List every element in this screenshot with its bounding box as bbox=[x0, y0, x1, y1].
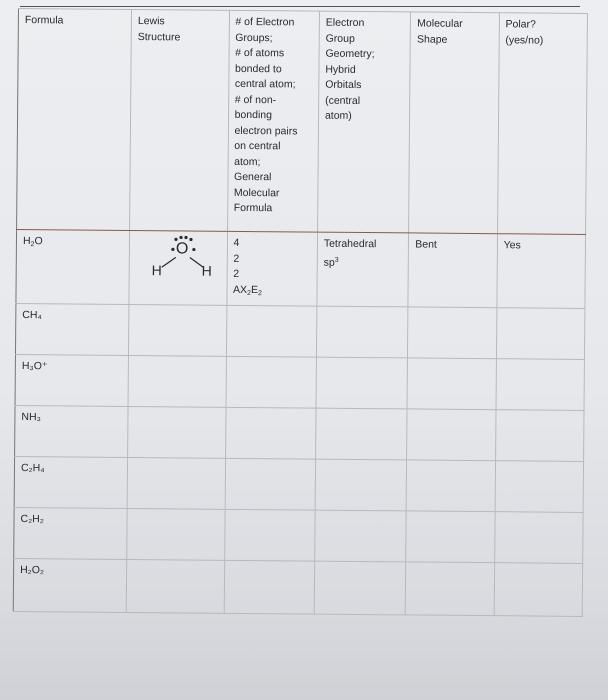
header-formula bbox=[17, 9, 132, 231]
formula-label: CH₄ bbox=[22, 309, 42, 322]
geometry-cell[interactable] bbox=[316, 357, 408, 409]
header-electron-groups bbox=[227, 10, 319, 232]
header-geometry bbox=[317, 11, 410, 233]
header-groups-line: Molecular bbox=[233, 186, 280, 199]
header-lewis bbox=[130, 9, 229, 231]
header-groups-line: # of non- bbox=[234, 93, 277, 106]
geometry-cell[interactable] bbox=[315, 510, 407, 562]
header-groups-line: Groups; bbox=[235, 31, 273, 44]
lewis-structure-cell[interactable] bbox=[128, 355, 226, 407]
table-row bbox=[15, 354, 584, 410]
table-row bbox=[14, 456, 583, 512]
table-row bbox=[15, 405, 584, 461]
polar-cell[interactable] bbox=[495, 461, 584, 513]
molecular-shape-cell[interactable] bbox=[407, 358, 496, 410]
formula-label: H₃O⁺ bbox=[21, 360, 48, 373]
polar-cell[interactable] bbox=[496, 308, 585, 360]
lewis-structure-cell bbox=[129, 230, 227, 305]
vsepr-table bbox=[13, 8, 588, 617]
header-shape-line: Molecular bbox=[417, 17, 463, 30]
header-geometry-line: Geometry; bbox=[325, 47, 375, 61]
lewis-structure-cell[interactable] bbox=[126, 559, 224, 613]
molecular-shape-cell[interactable] bbox=[406, 460, 495, 512]
molecular-shape-value: Bent bbox=[415, 238, 437, 251]
formula-label: C₂H₄ bbox=[20, 462, 45, 475]
header-geometry-line: (central bbox=[325, 94, 361, 107]
geometry-cell[interactable] bbox=[315, 459, 407, 511]
lone-pair-dot bbox=[189, 238, 192, 241]
polar-cell bbox=[497, 234, 586, 309]
header-polar bbox=[497, 13, 587, 235]
table-row bbox=[13, 558, 582, 616]
header-groups-line: # of atoms bbox=[235, 46, 285, 60]
lewis-structure-cell[interactable] bbox=[127, 457, 225, 509]
header-geometry-line: Electron bbox=[325, 16, 365, 30]
formula-subscript: 2 bbox=[30, 241, 35, 249]
lewis-structure-drawing bbox=[148, 235, 218, 288]
lewis-structure-cell[interactable] bbox=[128, 406, 226, 458]
header-groups-line: bonded to bbox=[234, 62, 282, 75]
header-groups-line: bonding bbox=[234, 108, 273, 122]
geometry-cell bbox=[317, 232, 409, 307]
header-groups-line: Formula bbox=[233, 201, 273, 215]
table-row bbox=[15, 303, 584, 359]
formula-cell bbox=[14, 507, 127, 559]
electron-geometry-value: Tetrahedral bbox=[323, 237, 377, 251]
molecular-shape-cell[interactable] bbox=[408, 307, 497, 359]
electron-groups-cell[interactable] bbox=[226, 356, 317, 408]
formula-cell bbox=[16, 229, 130, 304]
formula-cell bbox=[15, 405, 128, 457]
lone-pair-dot bbox=[192, 248, 195, 251]
lewis-oxygen-atom: O bbox=[175, 240, 189, 258]
electron-groups-cell bbox=[226, 231, 317, 306]
formula-label: NH₃ bbox=[21, 411, 41, 424]
header-groups-line: General bbox=[234, 170, 272, 184]
general-formula bbox=[233, 282, 311, 301]
formula-cell bbox=[14, 456, 127, 508]
header-groups-line: # of Electron bbox=[235, 15, 295, 29]
formula-label: C₂H₂ bbox=[20, 513, 44, 526]
hybrid-base: sp bbox=[323, 256, 335, 269]
header-groups-line: electron pairs bbox=[234, 124, 298, 137]
general-formula-x-sub: 2 bbox=[247, 289, 252, 297]
electron-groups-cell[interactable] bbox=[224, 509, 315, 561]
polar-cell[interactable] bbox=[494, 563, 583, 617]
hybridization-value bbox=[324, 252, 403, 271]
header-lewis-line: Lewis bbox=[137, 15, 165, 28]
molecular-shape-cell[interactable] bbox=[406, 562, 495, 616]
geometry-cell[interactable] bbox=[314, 561, 406, 615]
header-molecular-shape bbox=[409, 12, 499, 234]
lone-pair-dot bbox=[171, 248, 174, 251]
bond-line-left bbox=[162, 257, 176, 267]
electron-group-count: 4 bbox=[233, 236, 240, 249]
nonbonding-pair-count: 2 bbox=[233, 267, 240, 280]
formula-cell bbox=[15, 354, 128, 406]
molecular-shape-cell[interactable] bbox=[407, 409, 496, 461]
header-shape-line: Shape bbox=[417, 32, 448, 46]
hybrid-superscript: 3 bbox=[334, 256, 339, 264]
header-groups-line: on central bbox=[234, 139, 281, 153]
electron-groups-cell[interactable] bbox=[225, 407, 316, 459]
header-polar-line: Polar? bbox=[505, 18, 536, 31]
general-formula-ax: AX bbox=[233, 283, 248, 296]
electron-groups-cell[interactable] bbox=[226, 305, 317, 357]
lewis-structure-cell[interactable] bbox=[127, 508, 225, 560]
table-row bbox=[14, 507, 583, 563]
header-polar-line: (yes/no) bbox=[505, 33, 544, 47]
molecular-shape-cell bbox=[408, 233, 497, 308]
electron-groups-cell[interactable] bbox=[225, 458, 316, 510]
header-row bbox=[17, 9, 588, 235]
geometry-cell[interactable] bbox=[315, 408, 407, 460]
header-geometry-line: Orbitals bbox=[325, 78, 362, 91]
formula-label: H₂O₂ bbox=[20, 564, 45, 577]
electron-groups-cell[interactable] bbox=[224, 560, 315, 614]
bonded-atom-count: 2 bbox=[233, 252, 240, 265]
lewis-hydrogen-left: H bbox=[151, 262, 162, 279]
header-geometry-line: Hybrid bbox=[325, 63, 356, 76]
top-rule bbox=[20, 6, 580, 7]
formula-rest: O bbox=[34, 235, 43, 248]
formula-cell bbox=[15, 303, 128, 355]
polar-cell[interactable] bbox=[494, 512, 583, 564]
geometry-cell[interactable] bbox=[316, 306, 408, 358]
polar-cell[interactable] bbox=[495, 410, 584, 462]
header-groups-line: central atom; bbox=[234, 77, 296, 91]
table-row-h2o bbox=[16, 229, 586, 308]
lone-pair-dot bbox=[179, 236, 182, 239]
general-formula-e: E bbox=[250, 283, 259, 296]
header-formula-label: Formula bbox=[24, 14, 64, 27]
header-geometry-line: Group bbox=[325, 32, 355, 45]
header-geometry-line: atom) bbox=[324, 109, 352, 122]
lone-pair-dot bbox=[184, 236, 187, 239]
formula-cell bbox=[13, 558, 126, 612]
general-formula-e-sub: 2 bbox=[257, 289, 262, 297]
polar-cell[interactable] bbox=[496, 359, 585, 411]
formula-base: H bbox=[22, 235, 31, 248]
header-groups-line: atom; bbox=[234, 155, 261, 168]
molecular-shape-cell[interactable] bbox=[406, 511, 495, 563]
polar-value: Yes bbox=[503, 239, 521, 252]
lewis-structure-cell[interactable] bbox=[128, 304, 226, 356]
header-lewis-line: Structure bbox=[137, 30, 181, 43]
lewis-hydrogen-right: H bbox=[201, 262, 212, 279]
